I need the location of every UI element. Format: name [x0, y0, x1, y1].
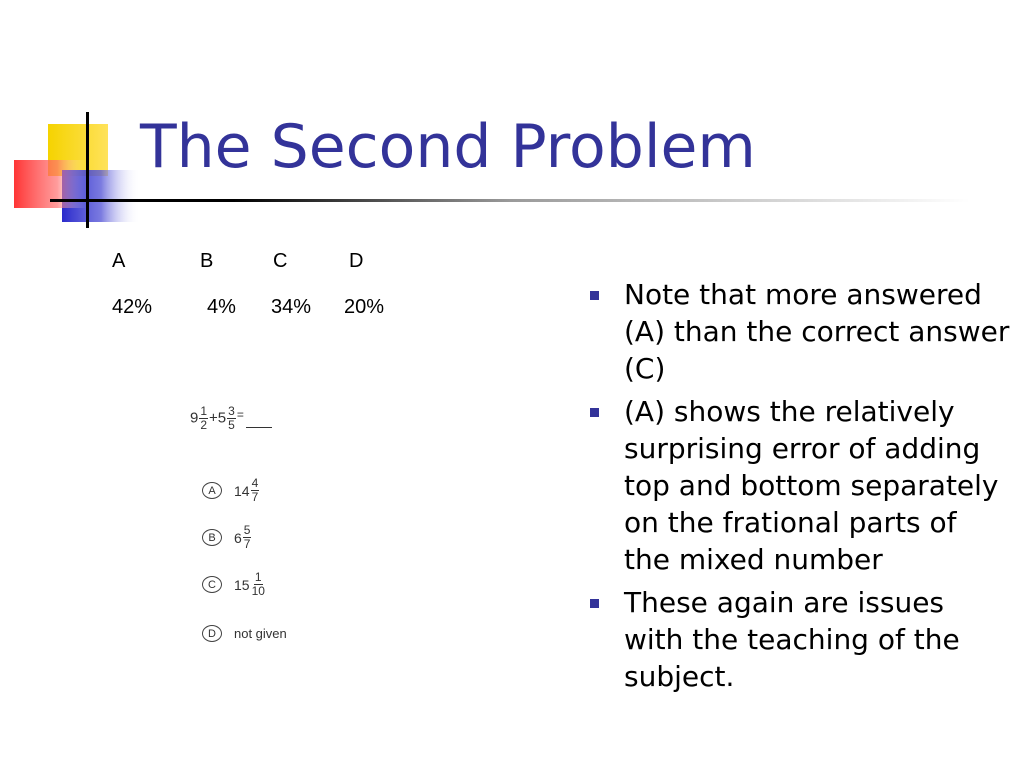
answer-letters-row [112, 250, 412, 274]
stat-percent-b: 4% [207, 296, 236, 318]
choice-c-marker: C [202, 576, 222, 593]
choice-a-value: 14 $\frac{4}{7}$ [234, 476, 259, 504]
choice-a-marker: A [202, 482, 222, 499]
title-divider [50, 199, 970, 202]
choice-b [202, 524, 252, 551]
equals-sign: = [236, 407, 244, 422]
whole-part-1: 9 [190, 409, 199, 427]
bullet-square-icon [590, 291, 599, 300]
bullet-item-2: (A) shows the relatively surprising error of adding top and bottom separately on the frational parts of the mixed number [590, 393, 1010, 578]
fraction-1: $\frac{1}{2}$ [200, 404, 208, 432]
fraction-2: $\frac{3}{5}$ [228, 404, 235, 432]
choice-d [202, 625, 287, 642]
slide-title: The Second Problem [140, 112, 756, 182]
choice-b-marker: B [202, 529, 222, 546]
stat-label-b: B [200, 250, 214, 272]
question-expression [190, 405, 272, 445]
plus-sign: + [209, 409, 218, 427]
bullet-item-3: These again are issues with the teaching of the subject. [590, 584, 1010, 695]
choice-a [202, 477, 260, 504]
answer-blank [246, 427, 272, 428]
choice-d-value: not given [234, 626, 287, 641]
stat-percent-c: 34% [271, 296, 312, 318]
stat-percent-a: 42% [112, 296, 153, 318]
choice-b-value: 6 $\frac{5}{7}$ [234, 523, 251, 551]
choice-c-value: 15 $\frac{1}{10}$ [234, 570, 265, 598]
whole-part-2: 5 [217, 409, 227, 427]
bullet-square-icon [590, 599, 599, 608]
stat-label-a: A [112, 250, 126, 272]
stat-percent-d: 20% [344, 296, 385, 318]
answer-percents-row [112, 296, 412, 320]
bullet-item-1: Note that more answered (A) than the correct answer (C) [590, 276, 1010, 387]
choice-c [202, 571, 267, 598]
choice-d-marker: D [202, 625, 222, 642]
slide-logo-decoration [0, 0, 160, 240]
stat-label-c: C [273, 250, 288, 272]
stat-label-d: D [349, 250, 364, 272]
bullet-square-icon [590, 408, 599, 417]
bullet-list [590, 276, 1010, 701]
